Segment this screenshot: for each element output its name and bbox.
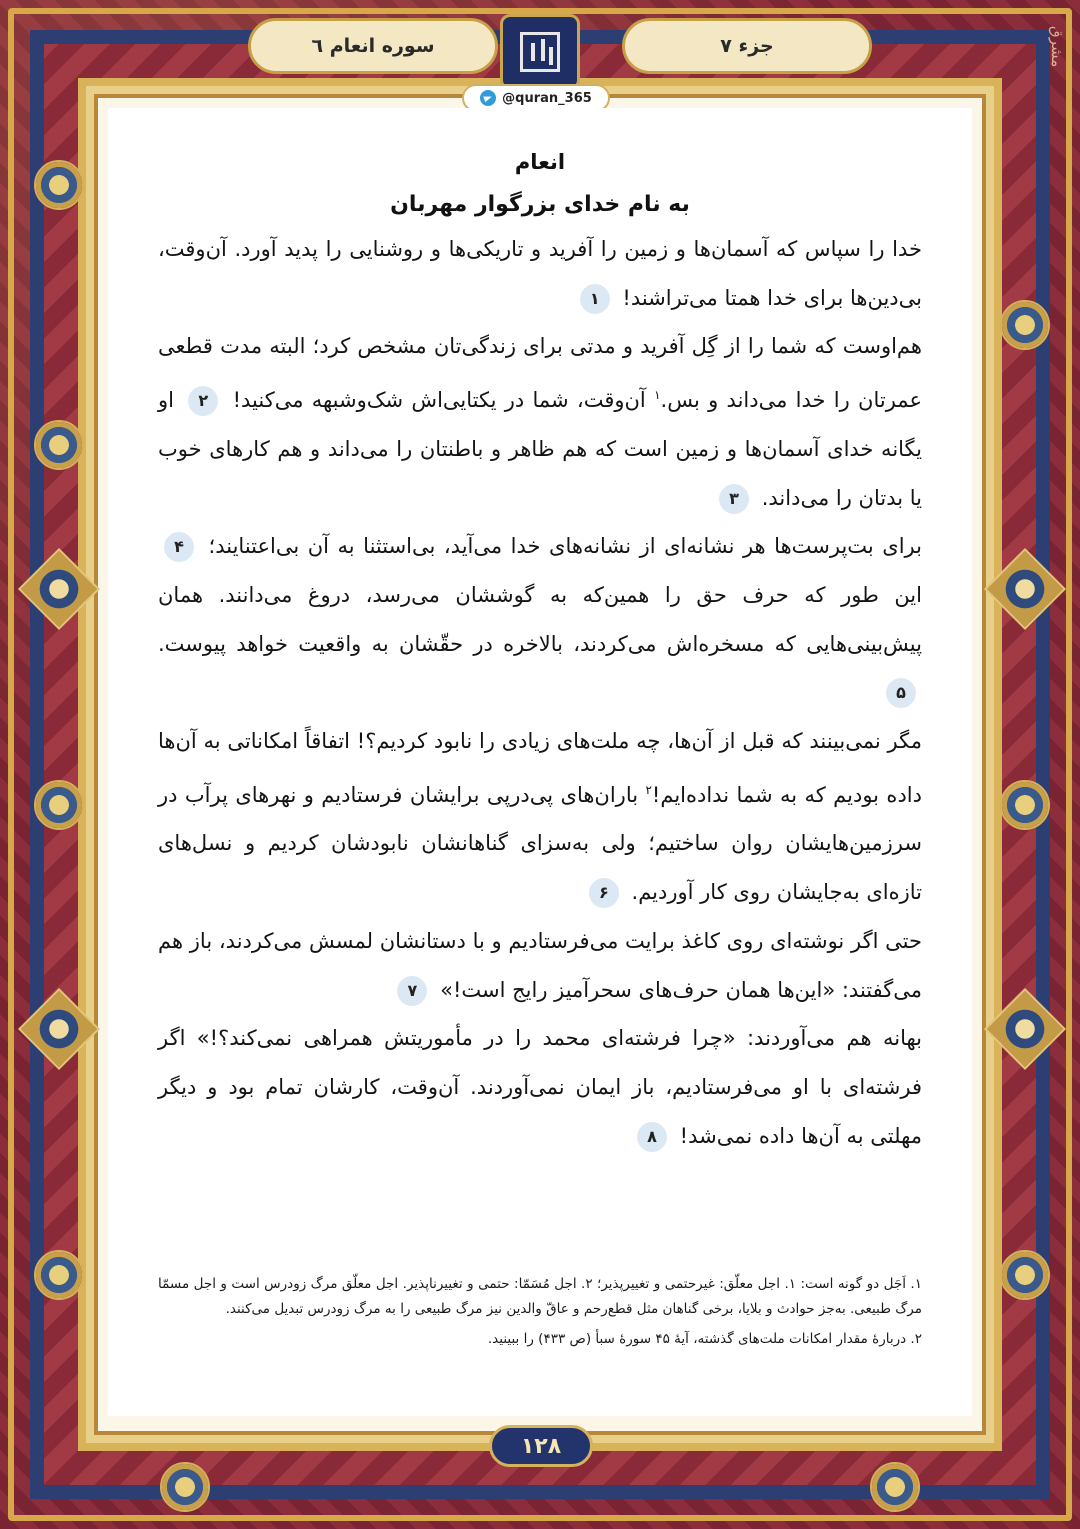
text-panel xyxy=(108,108,972,1416)
verse-paragraph xyxy=(158,225,922,322)
page-number: ۱۲۸ xyxy=(489,1425,593,1467)
verses-body xyxy=(158,225,922,1160)
verse-text: خدا را سپاس که آسمان‌ها و زمین را آفرید و تاریکی‌ها و روشنایی را پدید آورد. آن‌وقت، بی‌دین‌ها برای خدا همتا می‌تراشند! xyxy=(158,237,922,310)
surah-title: انعام xyxy=(514,150,566,174)
verse-text: مگر نمی‌بینند که قبل از آن‌ها، چه ملت‌های زیادی را نابود کردیم؟! اتفاقاً امکاناتی به آن‌ها داده بودیم که به شما نداده‌ایم! xyxy=(158,729,922,807)
verse-paragraph xyxy=(158,1014,922,1160)
verse-number: ۱ xyxy=(580,284,610,314)
verse-number: ۴ xyxy=(164,532,194,562)
verse-paragraph xyxy=(158,717,922,917)
footnote-mark[interactable]: ۱ xyxy=(654,388,661,403)
footnote-2: ۲. دربارهٔ مقدار امکانات ملت‌های گذشته، آیهٔ ۴۵ سورهٔ سبأ (ص ۴۳۳) را ببینید. xyxy=(487,1331,922,1347)
footnote-mark[interactable]: ۲ xyxy=(645,782,652,797)
verse-text: باران‌های پی‌درپی برایشان فرستادیم و نهرهای پرآب در سرزمین‌هایشان روان ساختیم؛ ولی به‌سزای گناهانشان نابودشان کردیم و نسل‌های تازه‌ای به‌جایشان روی کار آوردیم. xyxy=(158,782,922,905)
ornament-medallion-icon xyxy=(34,420,84,470)
ornament-medallion-icon xyxy=(1000,780,1050,830)
surah-cartouche: سوره انعام ٦ xyxy=(248,18,498,74)
telegram-icon xyxy=(480,90,496,106)
verse-number: ۷ xyxy=(397,976,427,1006)
verse-paragraph xyxy=(158,322,922,522)
verse-text: این طور که حرف حق را همین‌که به گوششان می‌رسد، دروغ می‌دانند. همان پیش‌بینی‌هایی که مسخره‌اش می‌کردند، بالاخره در حقّشان به واقعیت خواهد پیوست. xyxy=(158,582,922,656)
footnote-1: ۱. اَجَل دو گونه است: ۱. اجل معلّق: غیرحتمی و تغییرپذیر؛ ۲. اجل مُسَمّا: حتمی و تغییرناپذیر. اجل معلّق مرگ زودرس است و اجل مسمّا مرگ طبیعی. به‌جز حوادث و بلایا، برخی گناهان مثل قطع‌رحم و عاقّ والدین نیز مرگ طبیعی را به مرگ زودرس تبدیل می‌کنند. xyxy=(158,1276,922,1317)
ornament-medallion-icon xyxy=(870,1462,920,1512)
ornament-medallion-icon xyxy=(160,1462,210,1512)
ornament-medallion-icon xyxy=(34,1250,84,1300)
footnotes xyxy=(158,1272,922,1358)
verse-text: بهانه هم می‌آوردند: «چرا فرشته‌ای محمد را در مأموریتش همراهی نمی‌کند؟!» اگر فرشته‌ای با او می‌فرستادیم، باز ایمان نمی‌آوردند. آن‌وقت، کارشان تمام بود و دیگر مهلتی به آن‌ها داده نمی‌شد! xyxy=(158,1026,922,1148)
verse-number: ۵ xyxy=(886,678,916,708)
verse-number: ۸ xyxy=(637,1122,667,1152)
verse-text: حتی اگر نوشته‌ای روی کاغذ برایت می‌فرستادیم و با دستانشان لمسش می‌کردند، باز هم می‌گفتند: «این‌ها همان حرف‌های سحرآمیز رایج است!» xyxy=(158,928,922,1002)
quran-logo-icon xyxy=(500,14,580,90)
verse-text: آن‌وقت، شما در یکتایی‌اش شک‌وشبهه می‌کنید! xyxy=(232,388,646,413)
verse-number: ۲ xyxy=(188,386,218,416)
telegram-handle: @quran_365 xyxy=(502,90,592,106)
ornament-medallion-icon xyxy=(1000,1250,1050,1300)
verse-number: ۳ xyxy=(719,484,749,514)
ornament-medallion-icon xyxy=(34,780,84,830)
ornament-medallion-icon xyxy=(1000,300,1050,350)
juz-cartouche: جزء ۷ xyxy=(622,18,872,74)
ornament-medallion-icon xyxy=(34,160,84,210)
verse-paragraph xyxy=(158,917,922,1014)
verse-number: ۶ xyxy=(589,878,619,908)
verse-text: هم‌اوست که شما را از گِل آفرید و مدتی برای زندگی‌تان مشخص کرد؛ البته مدت قطعی عمرتان را خدا می‌داند و بس. xyxy=(158,334,922,413)
watermark: مشرق xyxy=(1048,26,1066,68)
verse-paragraph xyxy=(158,522,922,717)
verse-text: برای بت‌پرست‌ها هر نشانه‌ای از نشانه‌های خدا می‌آید، بی‌استثنا به آن بی‌اعتنایند؛ xyxy=(208,534,922,559)
verse-text: او یگانه خدای آسمان‌ها و زمین است که هم ظاهر و باطنتان را می‌داند و هم کارهای خوب یا بدتان را می‌داند. xyxy=(158,388,922,510)
basmala: به نام خدای بزرگوار مهربان xyxy=(390,192,690,217)
